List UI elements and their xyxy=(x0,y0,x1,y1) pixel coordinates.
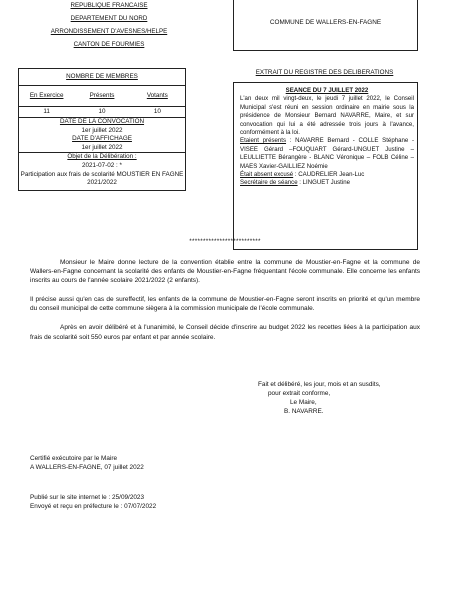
absent-line xyxy=(240,171,414,179)
header-arrondissement: ARRONDISSEMENT D'AVESNES/HELPE xyxy=(50,28,168,36)
commune-box xyxy=(233,0,418,51)
extrait-title: EXTRAIT DU REGISTRE DES DELIBERATIONS xyxy=(255,69,394,76)
head-presents: Présents xyxy=(89,92,115,99)
absent-label: Était absent excusé xyxy=(240,171,294,179)
secretaire-label: Secrétaire de séance xyxy=(240,179,298,187)
value-votants: 10 xyxy=(153,108,161,115)
publication-line-1: Publié sur le site internet le : 25/09/2023 xyxy=(30,494,145,501)
seance-intro: L'an deux mil vingt-deux, le jeudi 7 juillet 2022, le Conseil Municipal s'est réuni en session ordinaire en mairie sous la présidence de Monsieur Bernard NAVARRE, Maire, et sur convocation qui lui a été adressée trois jours à l'avance, conformément à la loi. xyxy=(240,95,414,137)
certification-block xyxy=(30,454,280,472)
membres-headers xyxy=(19,86,185,107)
publication-line-2: Envoyé et reçu en préfecture le : 07/07/2022 xyxy=(30,503,157,511)
objet-block xyxy=(19,153,185,189)
membres-title: NOMBRE DE MEMBRES xyxy=(19,69,185,86)
affichage-label: DATE D'AFFICHAGE xyxy=(72,135,132,143)
body-paragraph-1: Monsieur le Maire donne lecture de la convention établie entre la commune de Moustier-en-Fagne et la commune de Wallers-en-Fagne concernant la scolarité des enfants de Moustier-en-Fagne fréquentant l'école communale. Elle concerne les enfants inscrits au cours de l'année scolaire 2021/2022 (2 enfants). xyxy=(30,259,420,285)
head-votants: Votants xyxy=(146,92,168,99)
commune-name: COMMUNE DE WALLERS-EN-FAGNE xyxy=(269,19,382,26)
convocation-date: 1er juillet 2022 xyxy=(81,126,123,134)
signature-line-1: Fait et délibéré, les jour, mois et an susdits, xyxy=(258,381,381,388)
signature-line-4: B. NAVARRE. xyxy=(284,408,324,415)
presents-text: : NAVARRE Bernard - COLLE Stéphane - VISEE Gérard –FOUQUART Gérard-UNGUET Justine – LEULLIETTE Bérangère - BLANC Véronique – FOLB Céline – MAES Xavier-GAILLIEZ Noémie xyxy=(240,137,414,170)
certification-line-1: Certifié exécutoire par le Maire xyxy=(30,455,118,462)
publication-block xyxy=(30,493,280,511)
secretaire-text: : LINGUET Justine xyxy=(297,179,350,187)
signature-line-3: Le Maire, xyxy=(290,399,317,406)
absent-text: : CAUDRELIER Jean-Luc xyxy=(293,171,365,179)
objet-number: 2021-07-02 : * xyxy=(82,161,122,169)
certification-line-2: A WALLERS-EN-FAGNE, 07 juillet 2022 xyxy=(30,464,144,472)
membres-values xyxy=(19,107,185,118)
signature-line-2: pour extrait conforme, xyxy=(268,390,331,397)
convocation-label: DATE DE LA CONVOCATION xyxy=(59,118,145,125)
separator-stars: ************************** xyxy=(189,238,261,245)
presents-label: Etaient présents xyxy=(240,137,287,145)
deliberation-body xyxy=(30,258,420,352)
header-canton: CANTON DE FOURMIES xyxy=(73,41,145,49)
body-paragraph-2: Il précise aussi qu'en cas de sureffectif, les enfants de la commune de Moustier-en-Fagne seront inscrits en priorité et qu'un membre du conseil municipal de cette commune siègera à la commission municipale de l'école communale. xyxy=(30,296,420,313)
header-republique: REPUBLIQUE FRANCAISE xyxy=(70,2,148,9)
objet-label: Objet de la Délibération : xyxy=(67,153,137,161)
presents-line xyxy=(240,137,414,171)
value-exercice: 11 xyxy=(43,108,50,115)
body-paragraph-3: Après en avoir délibéré et à l'unanimité, le Conseil décide d'inscrire au budget 2022 les recettes liées à la participation aux frais de scolarité soit 550 euros par enfant et par année scolaire. xyxy=(30,324,420,341)
seance-box xyxy=(233,82,418,250)
objet-text: Participation aux frais de scolarité MOUSTIER EN FAGNE 2021/2022 xyxy=(20,170,184,187)
secretaire-line xyxy=(240,179,414,187)
value-presents: 10 xyxy=(98,108,106,115)
header-departement: DEPARTEMENT DU NORD xyxy=(70,15,148,23)
signature-block xyxy=(258,380,428,416)
convocation-block xyxy=(19,118,185,153)
head-exercice: En Exercice xyxy=(29,92,64,99)
seance-title: SEANCE DU 7 JUILLET 2022 xyxy=(285,87,369,94)
header-administrative xyxy=(18,2,200,54)
affichage-date: 1er juillet 2022 xyxy=(81,143,123,151)
membres-table xyxy=(18,68,186,191)
